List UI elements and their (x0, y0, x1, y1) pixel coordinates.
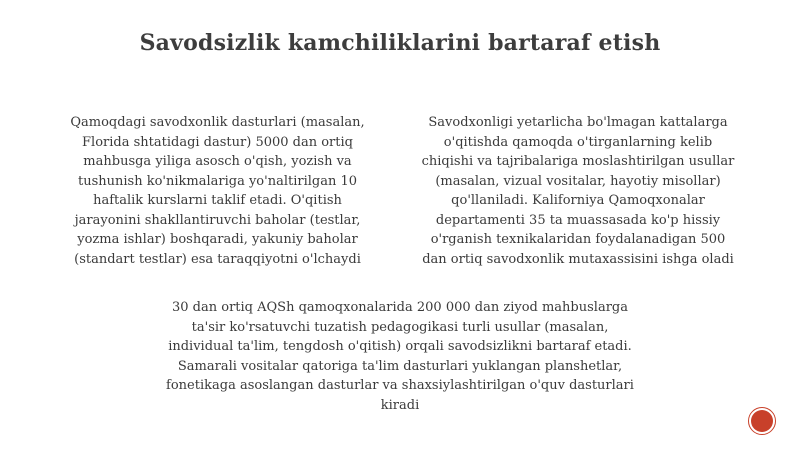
right-text-block (398, 113, 758, 269)
text-line: kiradi (380, 397, 420, 413)
slide-nav-button[interactable] (748, 407, 776, 435)
text-line: o'rganish texnikalaridan foydalanadigan 500 (430, 232, 726, 247)
text-line: jarayonini shakllantiruvchi baholar (testlar, (74, 212, 361, 228)
text-line: haftalik kurslarni taklif etadi. O'qitish (93, 193, 342, 208)
text-line: o'qitishda qamoqda o'tirganlarning kelib (443, 134, 713, 150)
circle-nav-icon (751, 410, 773, 432)
text-line: ta'sir ko'rsatuvchi tuzatish pedagogikasi turli usullar (masalan, (191, 319, 609, 335)
text-line: qo'llaniladi. Kaliforniya Qamoqxonalar (451, 193, 705, 208)
text-line: chiqishi va tajribalariga moslashtirilgan usullar (421, 154, 735, 169)
text-line: (masalan, vizual vositalar, hayotiy misollar) (435, 173, 721, 189)
text-line: departamenti 35 ta muassasada ko'p hissiy (435, 212, 721, 228)
text-line: Qamoqdagi savodxonlik dasturlari (masalan, (70, 115, 365, 130)
text-line: Savodxonligi yetarlicha bo'lmagan kattalarga (428, 115, 728, 130)
left-text-block (50, 113, 385, 269)
text-line: tushunish ko'nikmalariga yo'naltirilgan 10 (77, 173, 358, 189)
text-line: yozma ishlar) boshqaradi, yakuniy baholar (77, 232, 358, 247)
text-line: individual ta'lim, tengdosh o'qitish) orqali savodsizlikni bartaraf etadi. (168, 339, 632, 354)
text-line: (standart testlar) esa taraqqiyotni o'lchaydi (74, 251, 361, 267)
slide-title: Savodsizlik kamchiliklarini bartaraf etish (139, 30, 661, 56)
text-line: dan ortiq savodxonlik mutaxassisini ishga oladi (422, 251, 734, 267)
text-line: fonetikaga asoslangan dasturlar va shaxsiylashtirilgan o'quv dasturlari (166, 378, 634, 393)
text-line: Samarali vositalar qatoriga ta'lim dasturlari yuklangan planshetlar, (177, 358, 623, 374)
text-line: Florida shtatidagi dastur) 5000 dan ortiq (82, 134, 353, 150)
text-line: 30 dan ortiq AQSh qamoqxonalarida 200 000 dan ziyod mahbuslarga (171, 300, 628, 315)
text-line: mahbusga yiliga asosch o'qish, yozish va (83, 154, 352, 169)
bottom-text-block (130, 298, 670, 415)
